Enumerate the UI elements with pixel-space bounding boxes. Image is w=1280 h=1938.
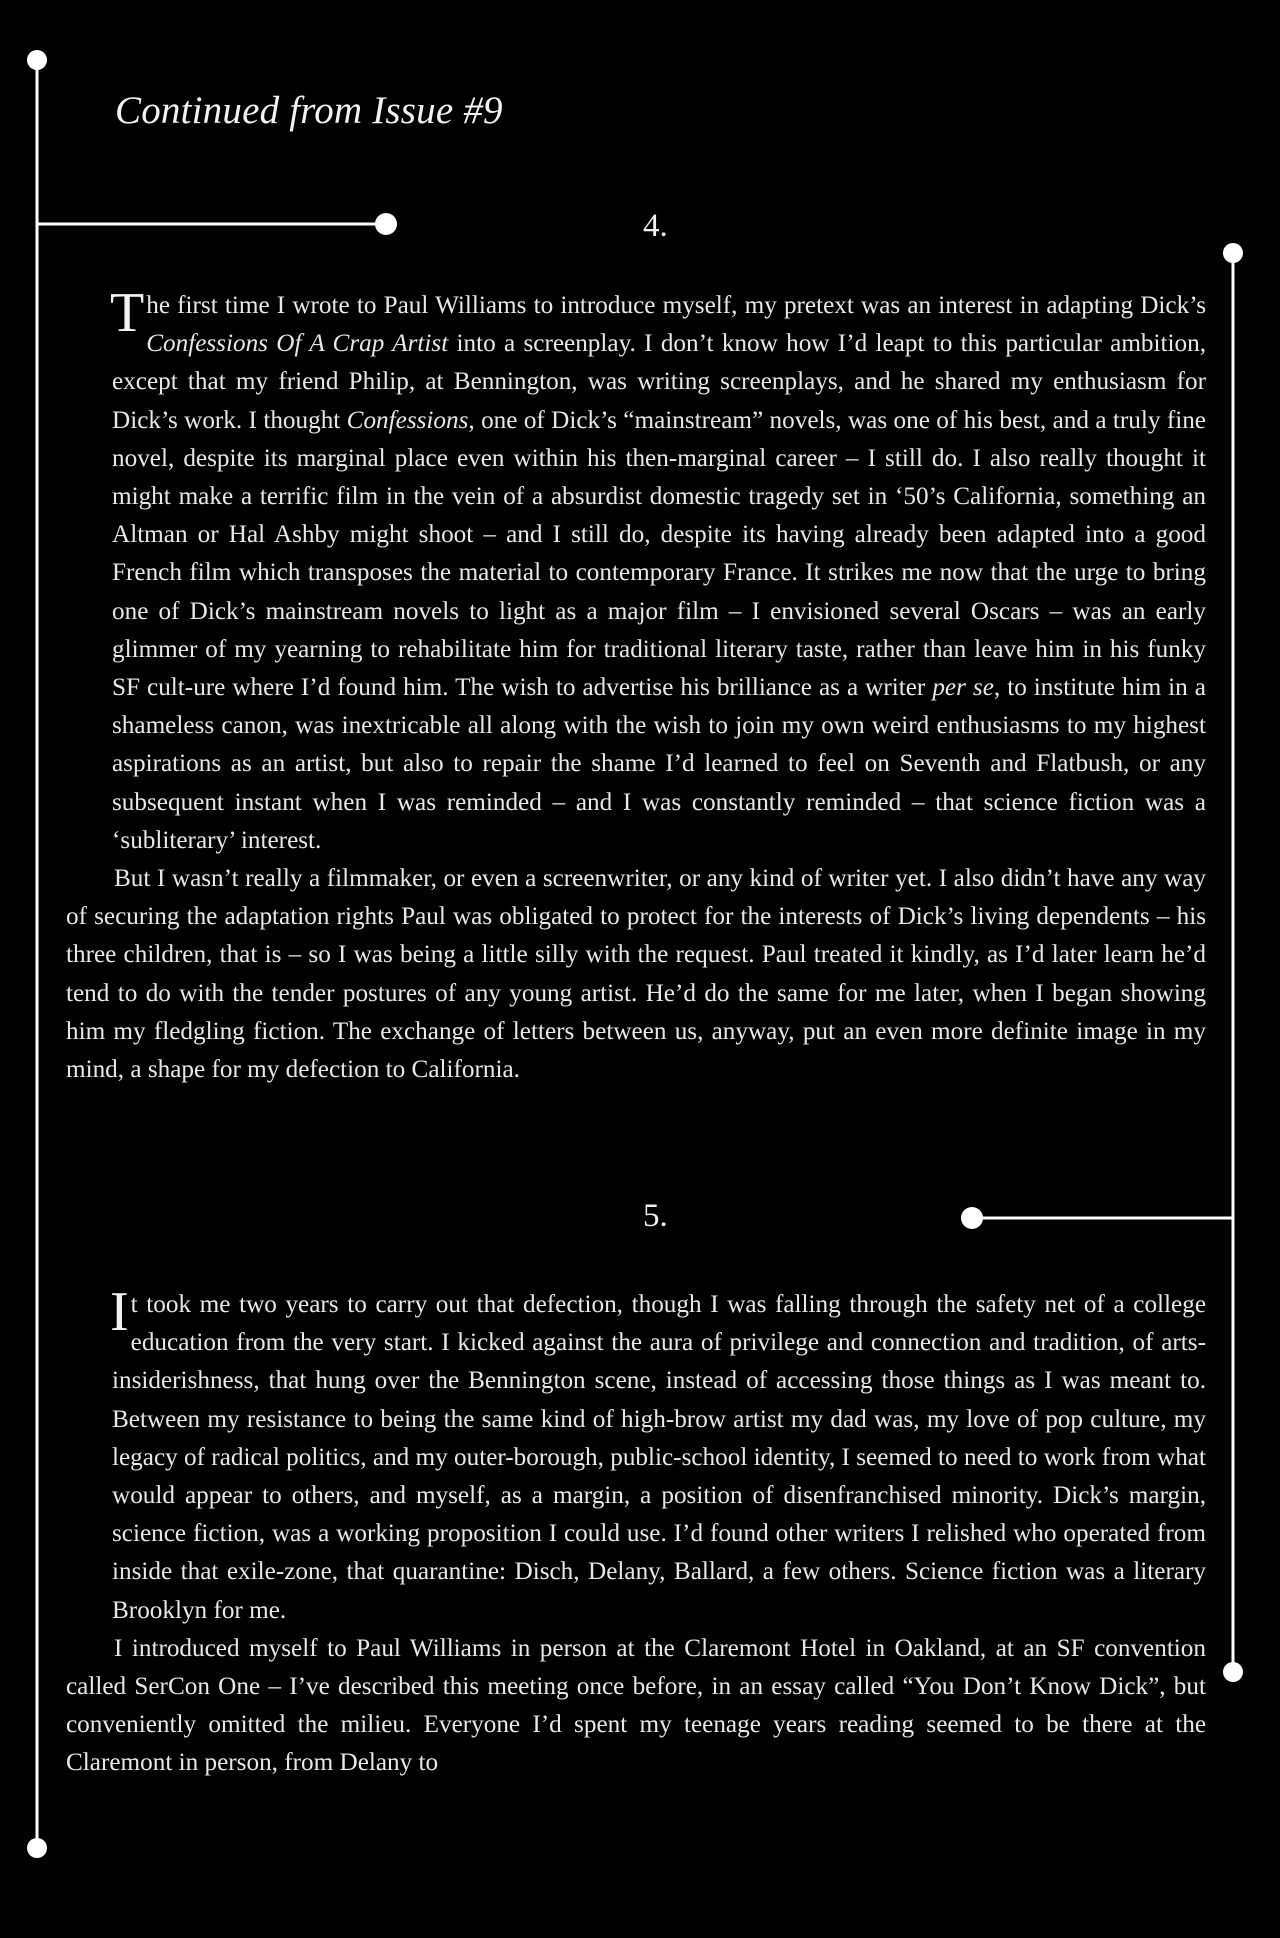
paragraph-text: , one of Dick’s “mainstream” novels, was one of his best, and a truly fine novel, despite its marginal place even within his then-marginal career – I still do. I also really thought it might make a terrific film in the vein of a absurdist domestic tragedy set in ‘50’s California, something an Altman or Hal Ashby might shoot – and I still do, despite its having already been adapted into a good French film which transposes the material to contemporary France. It strikes me now that the urge to bring one of Dick’s mainstream novels to light as a major film – I envisioned several Oscars – was an early glimmer of my yearning to rehabilitate him for traditional literary taste, rather than leave him in his funky SF cult-ure where I’d found him. The wish to advertise his brilliance as a writer [112,406,1206,702]
section-4-paragraph-1 [66,282,1206,860]
continued-note: Continued from Issue #9 [115,89,503,132]
dropcap-i: I [110,1281,129,1343]
book-title: Confessions Of A Crap Artist [146,330,449,358]
branch-node-5 [961,1207,983,1229]
left-top-node [27,50,47,70]
right-top-node [1223,243,1243,263]
left-bottom-node [27,1838,47,1858]
paragraph-text: he first time I wrote to Paul Williams to introduce myself, my pretext was an interest in adapting Dick’s [146,292,1206,319]
section-5-body [66,1281,1206,1783]
paragraph-text: , to institute him in a shameless canon, was inextricable all along with the wish to join my own weird enthusiasms to my highest aspirations as an artist, but also to repair the shame I’d learned to feel on Seventh and Flatbush, or any subsequent instant when I was reminded – and I was constantly reminded – that science fiction was a ‘subliterary’ interest. [112,674,1206,854]
section-number-5: 5. [643,1198,668,1234]
right-bottom-node [1223,1662,1243,1682]
section-5-paragraph-2: I introduced myself to Paul Williams in person at the Claremont Hotel in Oakland, at an SF convention called SerCon One – I’ve described this meeting once before, in an essay called “You Don’t Know Dick”, but conveniently omitted the milieu. Everyone I’d spent my teenage years reading seemed to be there at the Claremont in person, from Delany to [66,1634,1206,1777]
dropcap-t: T [110,282,145,344]
section-number-4: 4. [643,208,668,244]
section-4-body [66,282,1206,1089]
section-5-paragraph-1 [66,1281,1206,1630]
italic-phrase: per se [932,674,994,702]
paragraph-text: t took me two years to carry out that defection, though I was falling through the safety net of a college education from the very start. I kicked against the aura of privilege and connection and tradition, of arts-insiderishness, that hung over the Bennington scene, instead of accessing those things as I was meant to. Between my resistance to being the same kind of high-brow artist my dad was, my love of pop culture, my legacy of radical politics, and my outer-borough, public-school identity, I seemed to need to work from what would appear to others, and myself, as a margin, a position of disenfranchised minority. Dick’s margin, science fiction, was a working proposition I could use. I’d found other writers I relished who operated from inside that exile-zone, that quarantine: Disch, Delany, Ballard, a few others. Science fiction was a literary Brooklyn for me. [112,1291,1206,1624]
section-4-paragraph-2: But I wasn’t really a filmmaker, or even a screenwriter, or any kind of writer yet. I also didn’t have any way of securing the adaptation rights Paul was obligated to protect for the interests of Dick’s living dependents – his three children, that is – so I was being a little silly with the request. Paul treated it kindly, as I’d later learn he’d tend to do with the tender postures of any young artist. He’d do the same for me later, when I began showing him my fledgling fiction. The exchange of letters between us, anyway, put an even more definite image in my mind, a shape for my defection to California. [66,865,1206,1084]
paragraph-text: into a screenplay. I don’t know how I’d leapt to this particular ambition, except that my friend Philip, at Bennington, was writing screenplays, and he shared my enthusiasm for Dick’s work. I thought [112,330,1206,434]
branch-node-4 [375,213,397,235]
book-title-short: Confessions [346,406,469,434]
